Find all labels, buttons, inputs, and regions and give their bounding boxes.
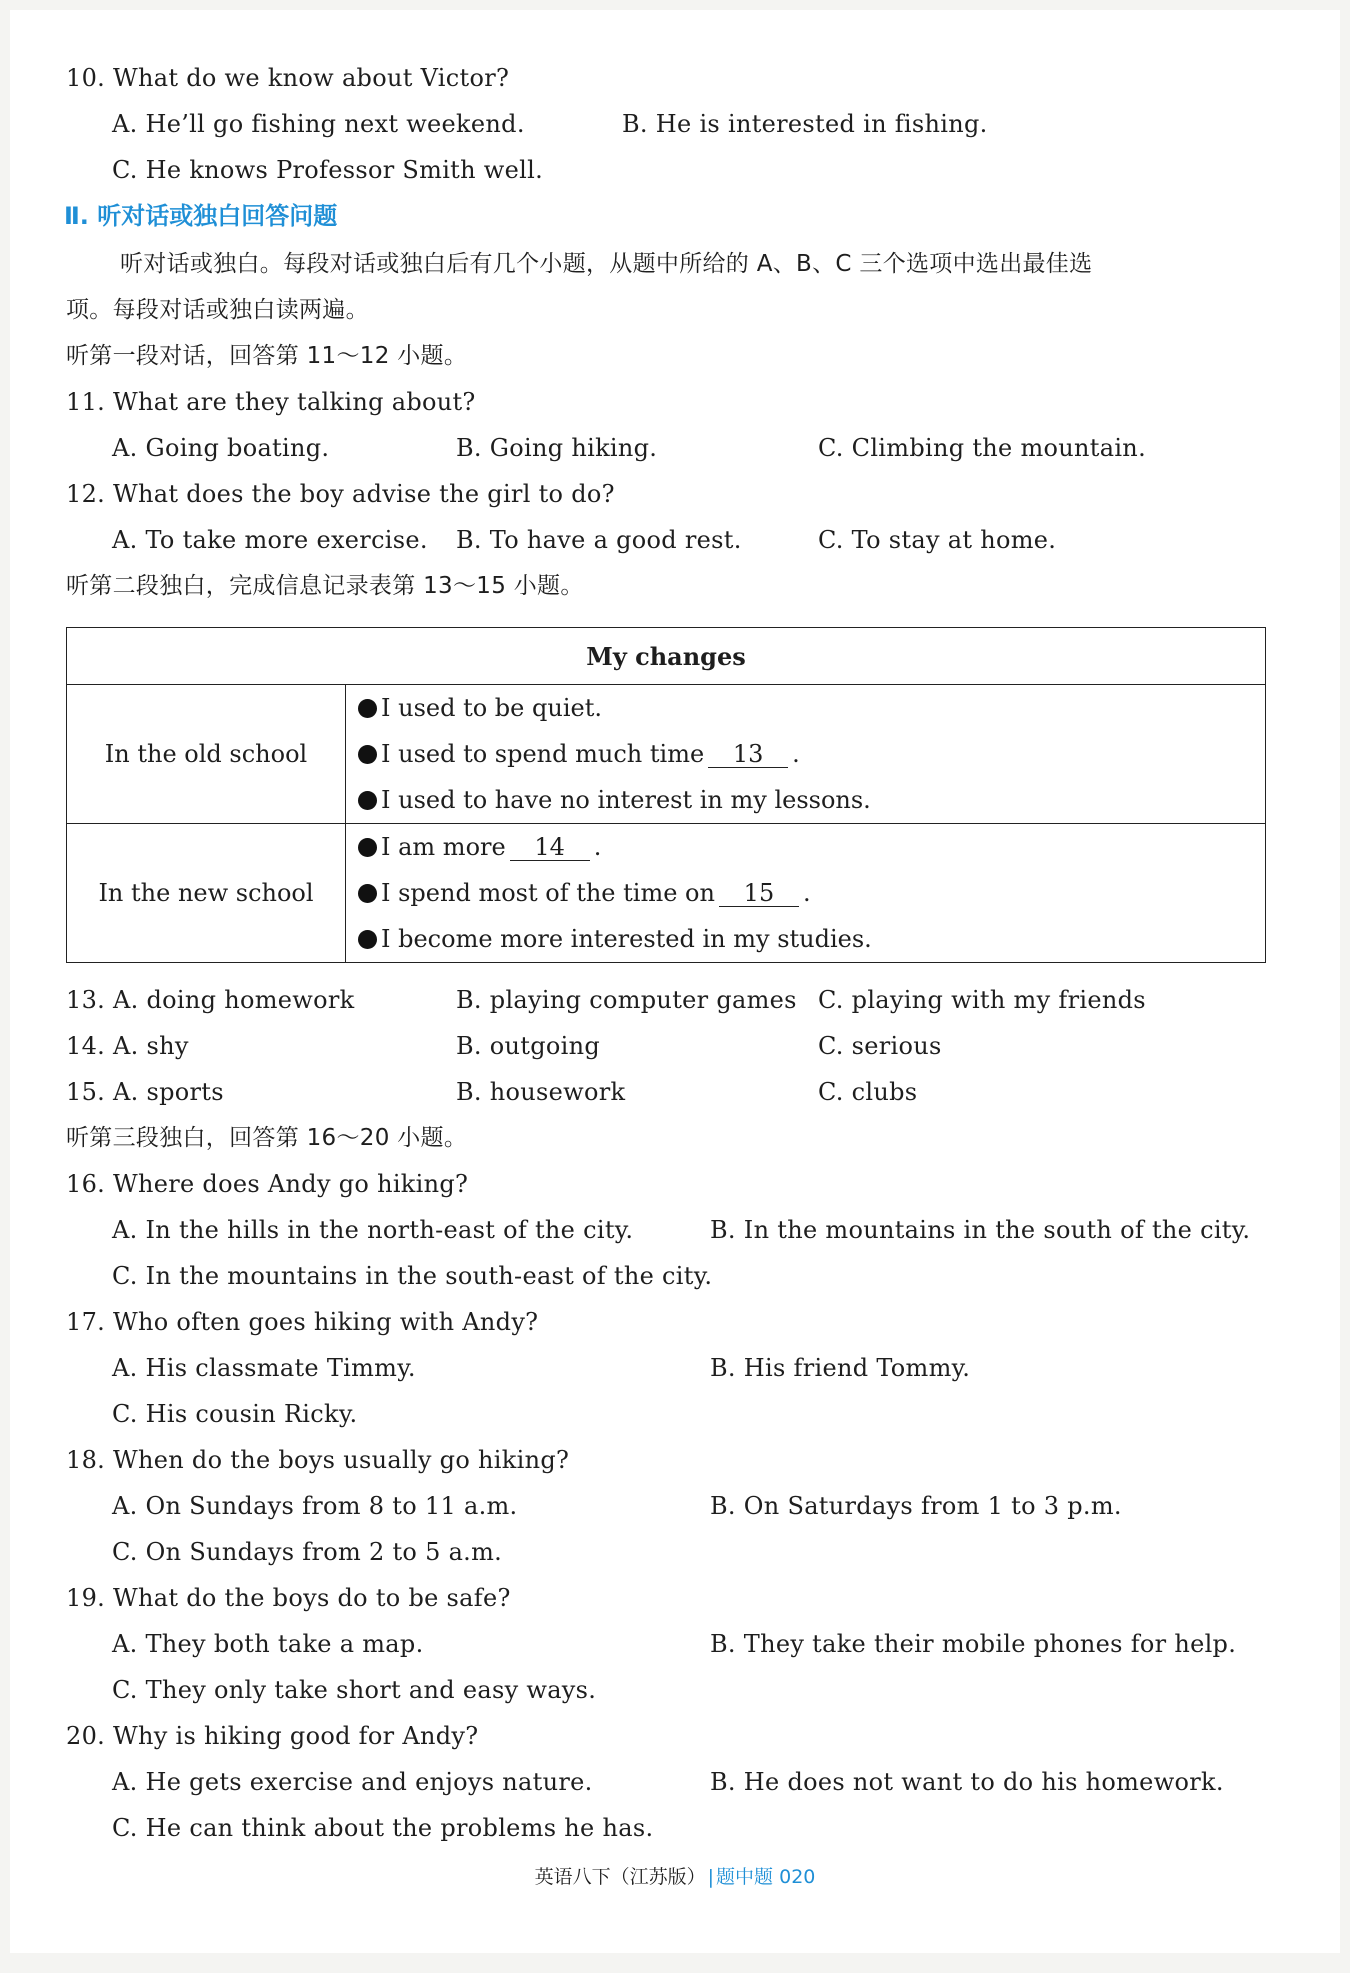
blank-14: 14 [510,834,590,861]
part1-header: 听第一段对话，回答第 11～12 小题。 [66,343,468,369]
page-number: 020 [779,1866,816,1888]
q13-option-a: 13. A. doing homework [66,986,355,1014]
part2-header: 听第二段独白，完成信息记录表第 13～15 小题。 [66,573,584,599]
q12-stem: 12. What does the boy advise the girl to do? [66,480,615,508]
q13-option-b: B. playing computer games [456,986,797,1014]
new-school-item-2: I spend most of the time on 15 . [358,870,1265,916]
q16-option-c: C. In the mountains in the south-east of the city. [112,1262,713,1290]
q10-option-c: C. He knows Professor Smith well. [112,156,544,184]
old-school-content [346,685,1266,824]
new-school-item-1: I am more 14 . [358,824,1265,870]
q12-option-c: C. To stay at home. [818,526,1057,554]
section-2-title: Ⅱ. 听对话或独白回答问题 [64,202,338,230]
q17-stem: 17. Who often goes hiking with Andy? [66,1308,539,1336]
q17-option-a: A. His classmate Timmy. [112,1354,416,1382]
q10-option-b: B. He is interested in fishing. [622,110,988,138]
old-school-item-1: I used to be quiet. [358,685,1265,731]
q11-option-c: C. Climbing the mountain. [818,434,1146,462]
q19-option-c: C. They only take short and easy ways. [112,1676,597,1704]
bullet-icon [358,745,377,764]
q16-option-a: A. In the hills in the north-east of the city. [112,1216,634,1244]
footer-book-title: 英语八下（江苏版） [534,1866,706,1888]
q16-option-b: B. In the mountains in the south of the city. [710,1216,1251,1244]
footer-separator: | [707,1866,715,1888]
new-school-item-3: I become more interested in my studies. [358,916,1265,962]
new-school-content [346,824,1266,963]
q19-option-b: B. They take their mobile phones for help. [710,1630,1237,1658]
q14-option-a: 14. A. shy [66,1032,189,1060]
q10-stem: 10. What do we know about Victor? [66,64,510,92]
q13-option-c: C. playing with my friends [818,986,1146,1014]
old-school-item-3: I used to have no interest in my lessons. [358,777,1265,823]
q20-stem: 20. Why is hiking good for Andy? [66,1722,479,1750]
q19-stem: 19. What do the boys do to be safe? [66,1584,511,1612]
q15-option-c: C. clubs [818,1078,918,1106]
new-school-label: In the new school [67,824,346,963]
q20-option-c: C. He can think about the problems he has. [112,1814,654,1842]
q20-option-a: A. He gets exercise and enjoys nature. [112,1768,593,1796]
worksheet-page [10,10,1340,1953]
bullet-icon [358,699,377,718]
section-2-instruction-line2: 项。每段对话或独白读两遍。 [66,297,369,323]
old-school-item-2: I used to spend much time 13 . [358,731,1265,777]
table-title: My changes [67,628,1266,685]
q17-option-c: C. His cousin Ricky. [112,1400,358,1428]
q14-option-c: C. serious [818,1032,942,1060]
q18-option-c: C. On Sundays from 2 to 5 a.m. [112,1538,503,1566]
bullet-icon [358,884,377,903]
page-footer [10,1862,1340,1889]
blank-13: 13 [708,741,788,768]
q11-option-a: A. Going boating. [112,434,330,462]
q12-option-a: A. To take more exercise. [112,526,428,554]
q11-option-b: B. Going hiking. [456,434,658,462]
bullet-icon [358,791,377,810]
part3-header: 听第三段独白，回答第 16～20 小题。 [66,1125,468,1151]
q20-option-b: B. He does not want to do his homework. [710,1768,1224,1796]
q12-option-b: B. To have a good rest. [456,526,742,554]
q11-stem: 11. What are they talking about? [66,388,476,416]
q18-stem: 18. When do the boys usually go hiking? [66,1446,570,1474]
section-2-instruction-line1: 听对话或独白。每段对话或独白后有几个小题，从题中所给的 A、B、C 三个选项中选出最佳选 [120,251,1093,277]
q15-option-a: 15. A. sports [66,1078,224,1106]
q17-option-b: B. His friend Tommy. [710,1354,971,1382]
old-school-label: In the old school [67,685,346,824]
q10-option-a: A. He’ll go fishing next weekend. [112,110,525,138]
q18-option-b: B. On Saturdays from 1 to 3 p.m. [710,1492,1122,1520]
blank-15: 15 [719,880,799,907]
q19-option-a: A. They both take a map. [112,1630,424,1658]
footer-label: 题中题 [716,1866,774,1888]
my-changes-table [66,627,1266,963]
q14-option-b: B. outgoing [456,1032,601,1060]
bullet-icon [358,930,377,949]
q16-stem: 16. Where does Andy go hiking? [66,1170,469,1198]
q15-option-b: B. housework [456,1078,626,1106]
q18-option-a: A. On Sundays from 8 to 11 a.m. [112,1492,518,1520]
bullet-icon [358,838,377,857]
